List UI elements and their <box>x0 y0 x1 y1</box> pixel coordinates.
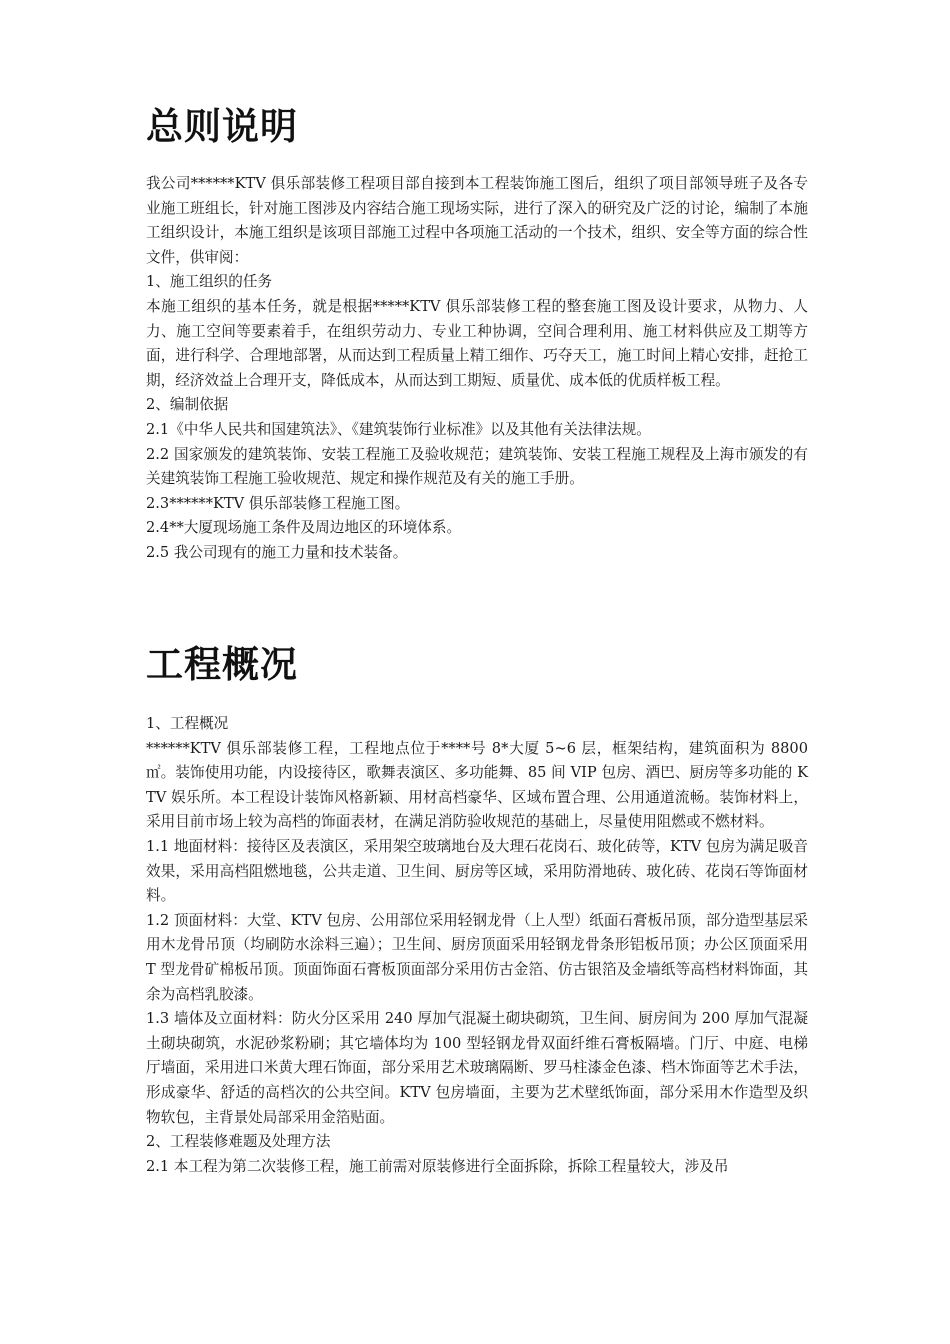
paragraph: ******KTV 俱乐部装修工程，工程地点位于****号 8*大厦 5~6 层，框架结构，建筑面积为 8800 ㎡。装饰使用功能，内设接待区，歌舞表演区、多功能舞、85 间 VIP 包房、酒巴、厨房等多功能的 KTV 娱乐所。本工程设计装饰风格新颖、用材高档豪华、区域布置合理、公用通道流畅。装饰材料上，采用目前市场上较为高档的饰面表材，在满足消防验收规范的基础上，尽量使用阻燃或不燃材料。 <box>146 739 808 831</box>
paragraph: 1.2 顶面材料：大堂、KTV 包房、公用部位采用轻钢龙骨（上人型）纸面石膏板吊顶，部分造型基层采用木龙骨吊顶（均刷防水涂料三遍）；卫生间、厨房顶面采用轻钢龙骨条形铝板吊顶；办公区顶面采用 T 型龙骨矿棉板吊顶。顶面饰面石膏板顶面部分采用仿古金箔、仿古银箔及金墙纸等高档材料饰面，其余为高档乳胶漆。 <box>146 911 809 1003</box>
paragraph: 2、工程装修难题及处理方法 <box>146 1133 331 1151</box>
section-body-general <box>146 172 808 566</box>
section-title-overview: 工程概况 <box>146 643 298 686</box>
paragraph: 2.1 本工程为第二次装修工程，施工前需对原装修进行全面拆除，拆除工程量较大，涉及吊 <box>146 1157 729 1175</box>
paragraph: 1.3 墙体及立面材料：防火分区采用 240 厚加气混凝土砌块砌筑，卫生间、厨房间为 200 厚加气混凝土砌块砌筑，水泥砂浆粉刷；其它墙体均为 100 型轻钢龙骨双面纤维石膏板隔墙。门厅、中庭、电梯厅墙面，采用进口米黄大理石饰面，部分采用艺术玻璃隔断、罗马柱漆金色漆、档木饰面等艺术手法，形成豪华、舒适的高档次的公共空间。KTV 包房墙面，主要为艺术壁纸饰面，部分采用木作造型及织物软包，主背景处局部采用金箔贴面。 <box>146 1010 808 1126</box>
section-title-general: 总则说明 <box>146 105 298 148</box>
paragraph: 2.3******KTV 俱乐部装修工程施工图。 <box>146 494 410 512</box>
section-body-overview <box>146 712 808 1179</box>
paragraph: 2.5 我公司现有的施工力量和技术装备。 <box>146 543 408 561</box>
paragraph: 2.2 国家颁发的建筑装饰、安装工程施工及验收规范；建筑装饰、安装工程施工规程及上海市颁发的有关建筑装饰工程施工验收规范、规定和操作规范及有关的施工手册。 <box>146 445 808 488</box>
paragraph: 1.1 地面材料：接待区及表演区，采用架空玻璃地台及大理石花岗石、玻化砖等，KTV 包房为满足吸音效果，采用高档阻燃地毯，公共走道、卫生间、厨房等区域，采用防滑地砖、玻化砖、花岗石等饰面材料。 <box>146 837 809 905</box>
paragraph: 1、施工组织的任务 <box>146 273 273 291</box>
paragraph: 1、工程概况 <box>146 715 229 732</box>
paragraph: 我公司******KTV 俱乐部装修工程项目部自接到本工程装饰施工图后，组织了项目部领导班子及各专业施工班组长，针对施工图涉及内容结合施工现场实际，进行了深入的研究及广泛的讨论，编制了本施工组织设计，本施工组织是该项目部施工过程中各项施工活动的一个技术，组织、安全等方面的综合性文件，供审阅： <box>146 175 808 266</box>
paragraph: 本施工组织的基本任务，就是根据*****KTV 俱乐部装修工程的整套施工图及设计要求，从物力、人力、施工空间等要素着手，在组织劳动力、专业工种协调，空间合理利用、施工材料供应及工期等方面，进行科学、合理地部署，从而达到工程质量上精工细作、巧夺天工，施工时间上精心安排，赶抢工期，经济效益上合理开支，降低成本，从而达到工期短、质量优、成本低的优质样板工程。 <box>146 297 808 389</box>
paragraph: 2.1《中华人民共和国建筑法》、《建筑装饰行业标准》以及其他有关法律法规。 <box>146 420 651 438</box>
paragraph: 2.4**大厦现场施工条件及周边地区的环境体系。 <box>146 519 462 537</box>
paragraph: 2、编制依据 <box>146 396 229 414</box>
